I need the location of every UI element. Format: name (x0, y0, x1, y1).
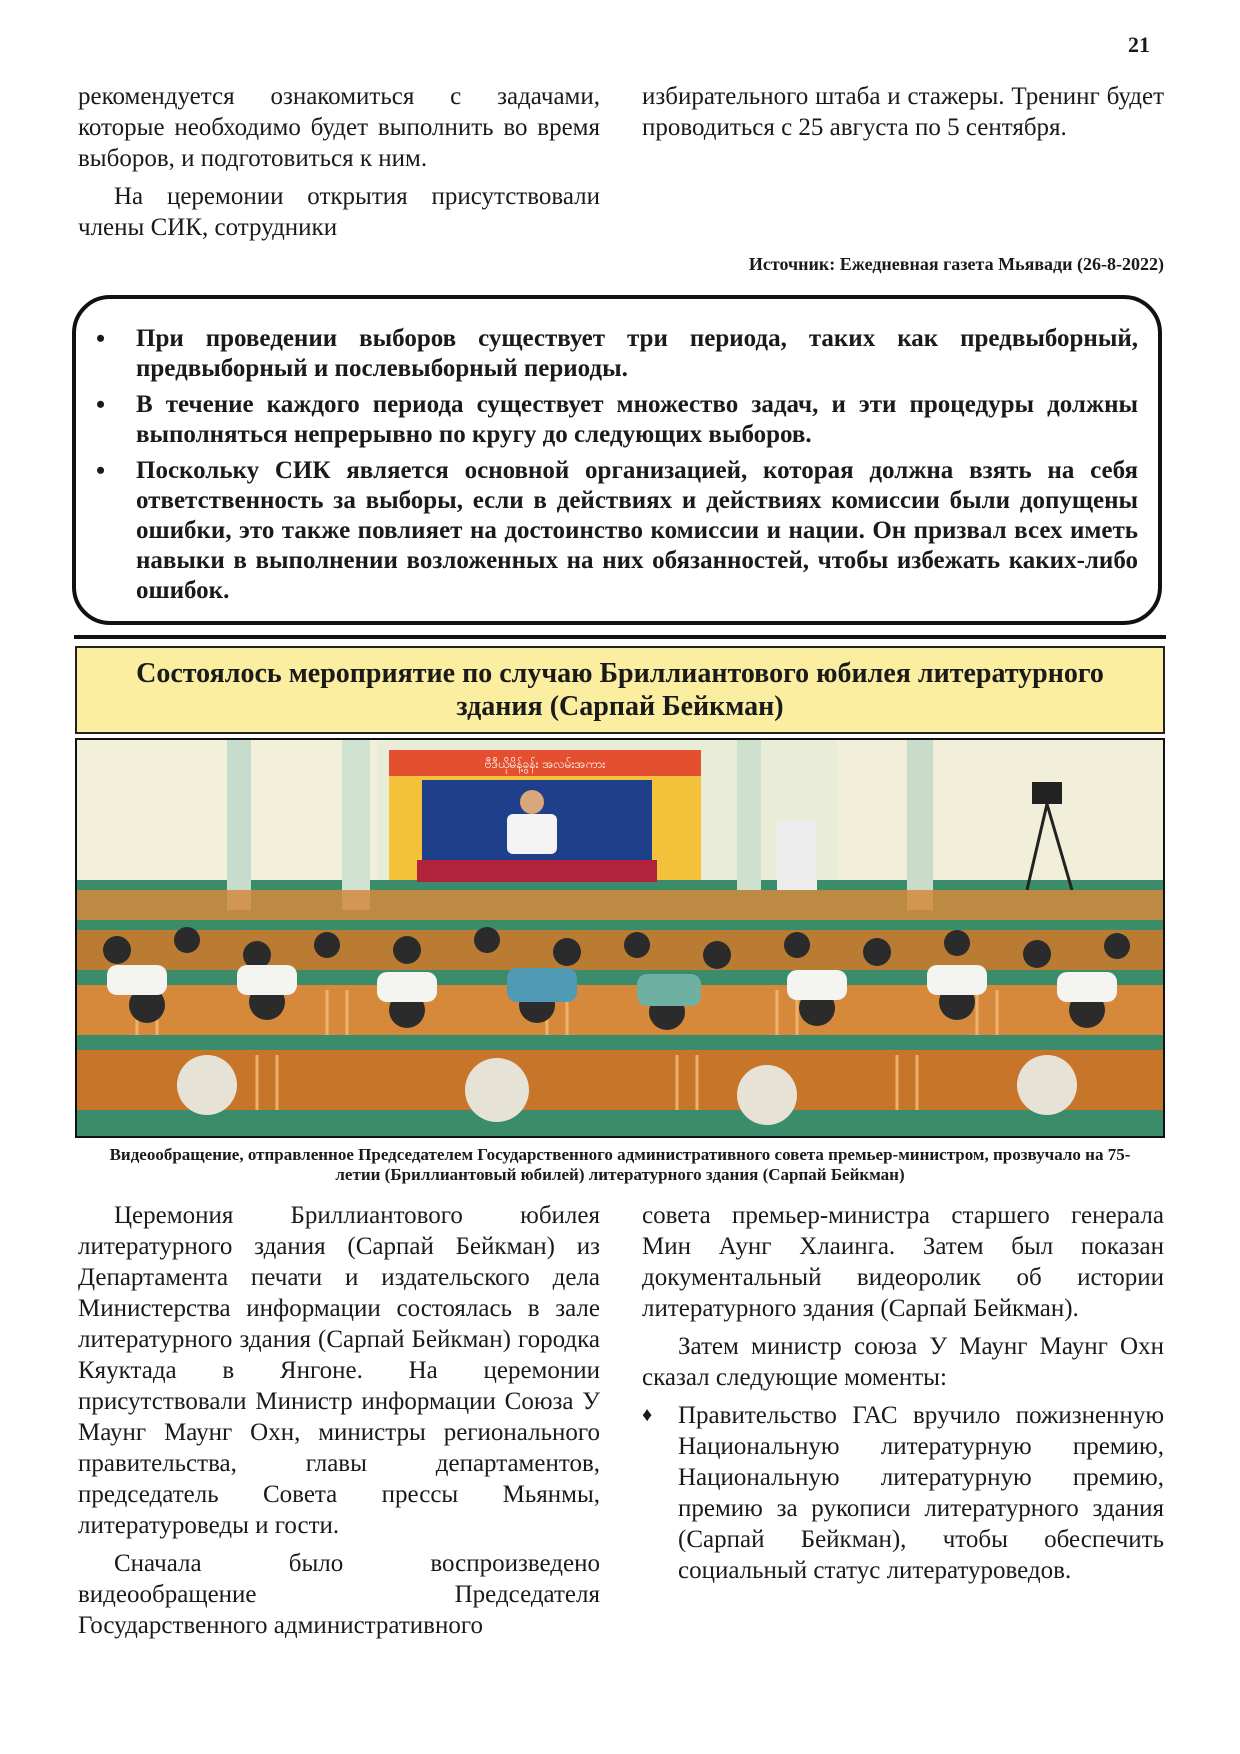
bottom-left-column (78, 1200, 600, 1641)
key-points-list (76, 299, 1158, 606)
diamond-bullet-icon: ♦ (642, 1404, 653, 1426)
paragraph: Церемония Бриллиантового юбилея литературного здания (Сарпай Бейкман) из Департамента печати и издательского дела Министерства информации состоялась в зале литературного здания (Сарпай Бейкман) городка Кяуктада в Янгоне. На церемонии присутствовали Министр информации Союза У Маунг Маунг Охн, министры регионального правительства, главы департаментов, председатель Совета прессы Мьянмы, литературоведы и гости. (78, 1202, 600, 1539)
paragraph: Затем министр союза У Маунг Маунг Охн сказал следующие моменты: (642, 1333, 1164, 1391)
section-divider (74, 635, 1166, 639)
event-photo (75, 738, 1165, 1138)
bottom-right-column (642, 1200, 1164, 1586)
bullet-text: Правительство ГАС вручило пожизненную Национальную литературную премию, Национальную литературную премию, премию за рукописи литературного здания (Сарпай Бейкман), чтобы обеспечить социальный статус литературоведов. (678, 1402, 1164, 1584)
paragraph: рекомендуется ознакомиться с задачами, которые необходимо будет выполнить во время выборов, и подготовиться к ним. (78, 83, 600, 172)
key-point: • В течение каждого периода существует множество задач, и эти процедуры должны выполняться непрерывно по кругу до следующих выборов. (136, 390, 1138, 450)
source-line: Источник: Ежедневная газета Мьявади (26-8-2022) (748, 254, 1164, 274)
page-number: 21 (1128, 32, 1150, 57)
paragraph: избирательного штаба и стажеры. Тренинг будет проводиться с 25 августа по 5 сентября. (642, 83, 1164, 141)
banner-text: ဗီဒီယိုမိန့်ခွန်း အလမ်းအကား (484, 757, 606, 771)
bullet-item (642, 1400, 1164, 1586)
paragraph: Сначала было воспроизведено видеообращение Председателя Государственного административного (78, 1550, 600, 1639)
article-headline: Состоялось мероприятие по случаю Бриллиантового юбилея литературного здания (Сарпай Бейкман) (75, 646, 1165, 734)
key-points-box (72, 295, 1162, 625)
paragraph: совета премьер-министра старшего генерала Мин Аунг Хлаинга. Затем был показан документальный видеоролик об истории литературного здания (Сарпай Бейкман). (642, 1202, 1164, 1322)
key-point: • При проведении выборов существует три периода, таких как предвыборный, предвыборный и послевыборный периоды. (136, 324, 1138, 384)
top-left-column (78, 81, 600, 243)
paragraph: На церемонии открытия присутствовали члены СИК, сотрудники (78, 183, 600, 241)
top-right-column (642, 81, 1164, 143)
key-point: • Поскольку СИК является основной организацией, которая должна взять на себя ответственность за выборы, если в действиях и действиях комиссии были допущены ошибки, это также повлияет на достоинство комиссии и нации. Он призвал всех иметь навыки в выполнении возложенных на них обязанностей, чтобы избежать каких-либо ошибок. (136, 456, 1138, 606)
photo-caption: Видеообращение, отправленное Председателем Государственного административного совета премьер-министром, прозвучало на 75-летии (Бриллиантовый юбилей) литературного здания (Сарпай Бейкман) (109, 1145, 1131, 1184)
